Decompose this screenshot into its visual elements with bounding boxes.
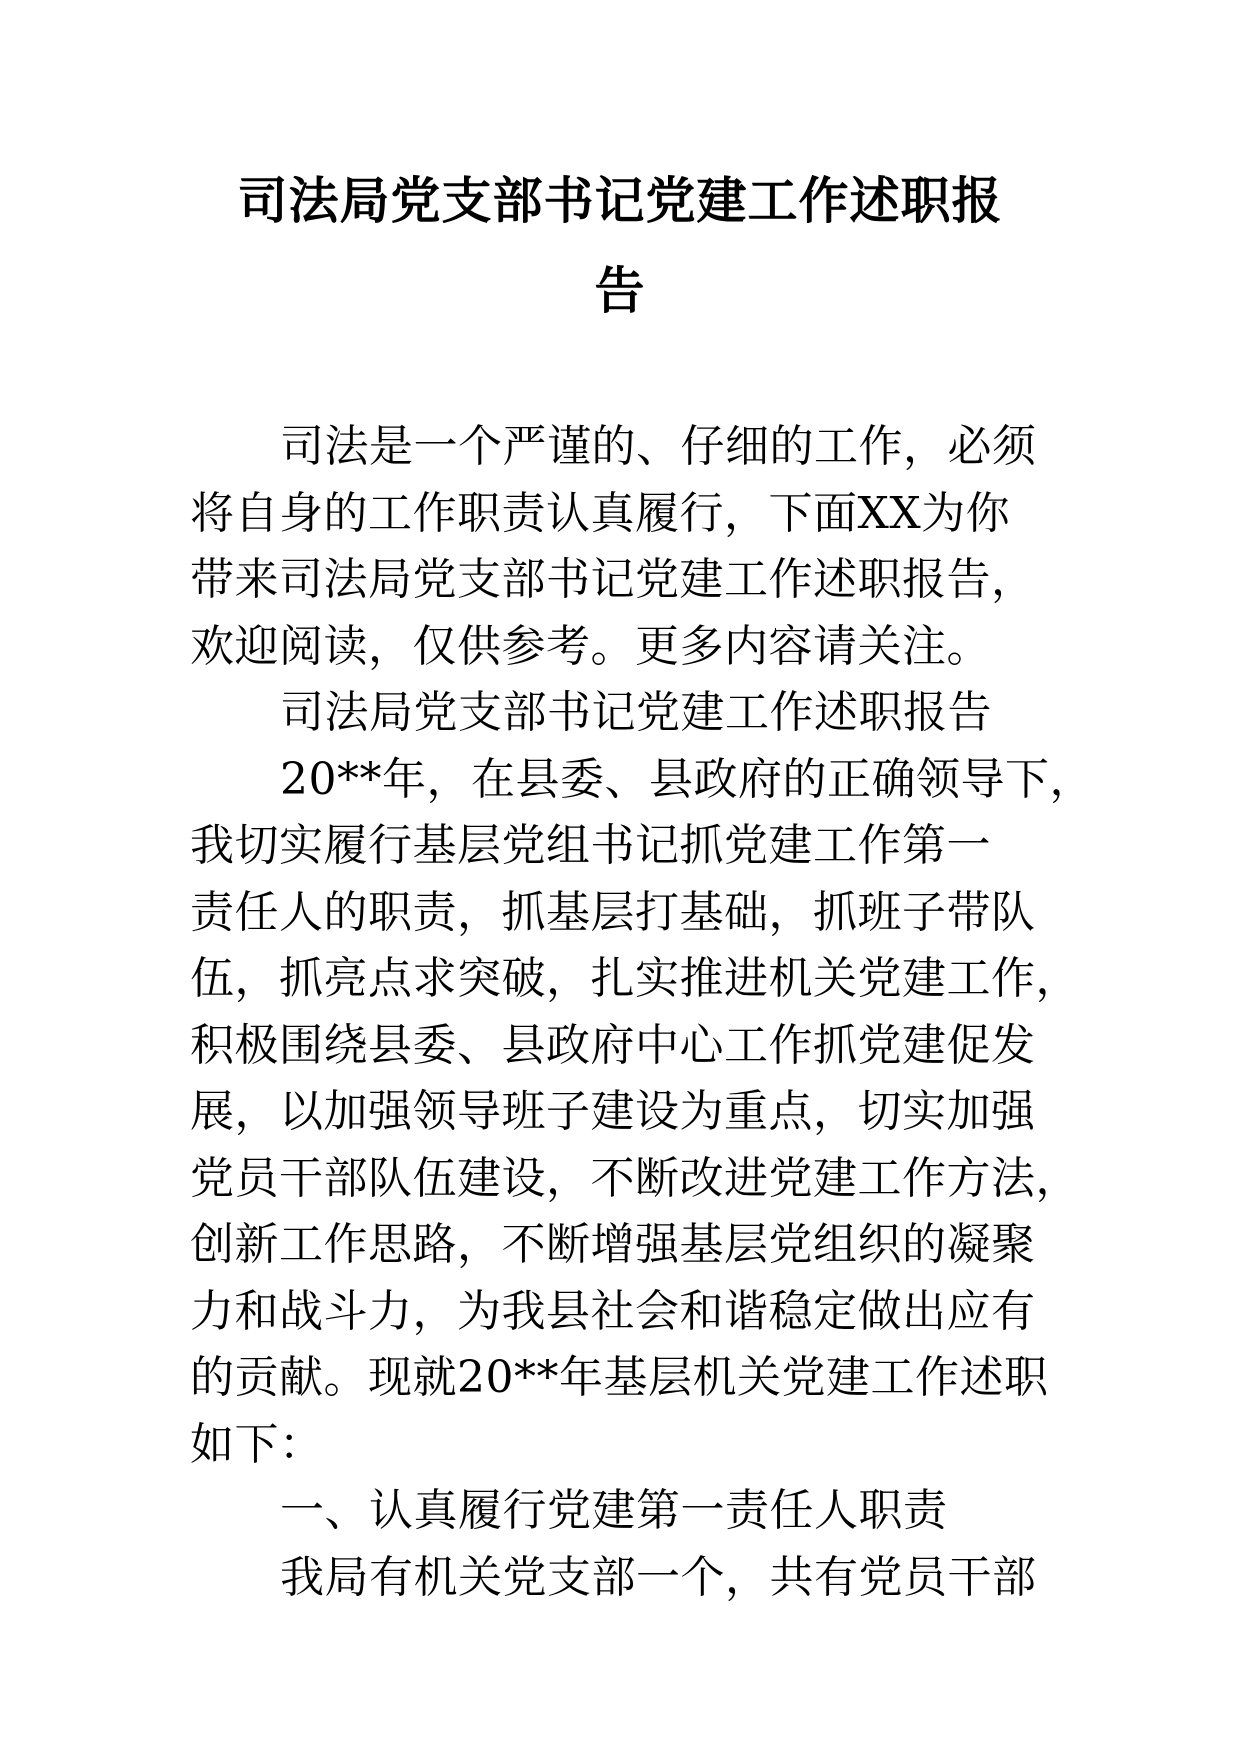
body-line: 欢迎阅读，仅供参考。更多内容请关注。 [190,620,991,672]
section-heading-line: 一、认真履行党建第一责任人职责 [280,1485,948,1536]
body-line: 创新工作思路，不断增强基层党组织的凝聚 [190,1219,1036,1270]
document-title-line-1: 司法局党支部书记党建工作述职报 [237,171,1003,230]
body-line: 积极围绕县委、县政府中心工作抓党建促发 [190,1019,1036,1071]
body-line: 展，以加强领导班子建设为重点，切实加强 [190,1086,1036,1137]
document-title-line-2: 告 [594,261,646,320]
body-line: 的贡献。现就20**年基层机关党建工作述职 [190,1352,1049,1403]
body-line: 伍，抓亮点求突破，扎实推进机关党建工作， [190,953,1080,1004]
body-line: 党员干部队伍建设，不断改进党建工作方法， [190,1152,1080,1204]
body-line: 带来司法局党支部书记党建工作述职报告， [190,554,1036,605]
body-line: 力和战斗力，为我县社会和谐稳定做出应有 [190,1285,1036,1337]
body-line: 责任人的职责，抓基层打基础，抓班子带队 [190,886,1036,938]
body-line: 我局有机关党支部一个，共有党员干部 [280,1551,1037,1603]
section-heading-line: 司法局党支部书记党建工作述职报告 [280,687,992,738]
body-line: 将自身的工作职责认真履行，下面XX为你 [190,487,1011,539]
body-line: 如下： [190,1418,324,1470]
body-line: 司法是一个严谨的、仔细的工作，必须 [280,421,1037,472]
document-body [190,414,1094,1611]
body-line: 我切实履行基层党组书记抓党建工作第一 [190,820,991,871]
body-line: 20**年，在县委、县政府的正确领导下， [280,753,1094,805]
